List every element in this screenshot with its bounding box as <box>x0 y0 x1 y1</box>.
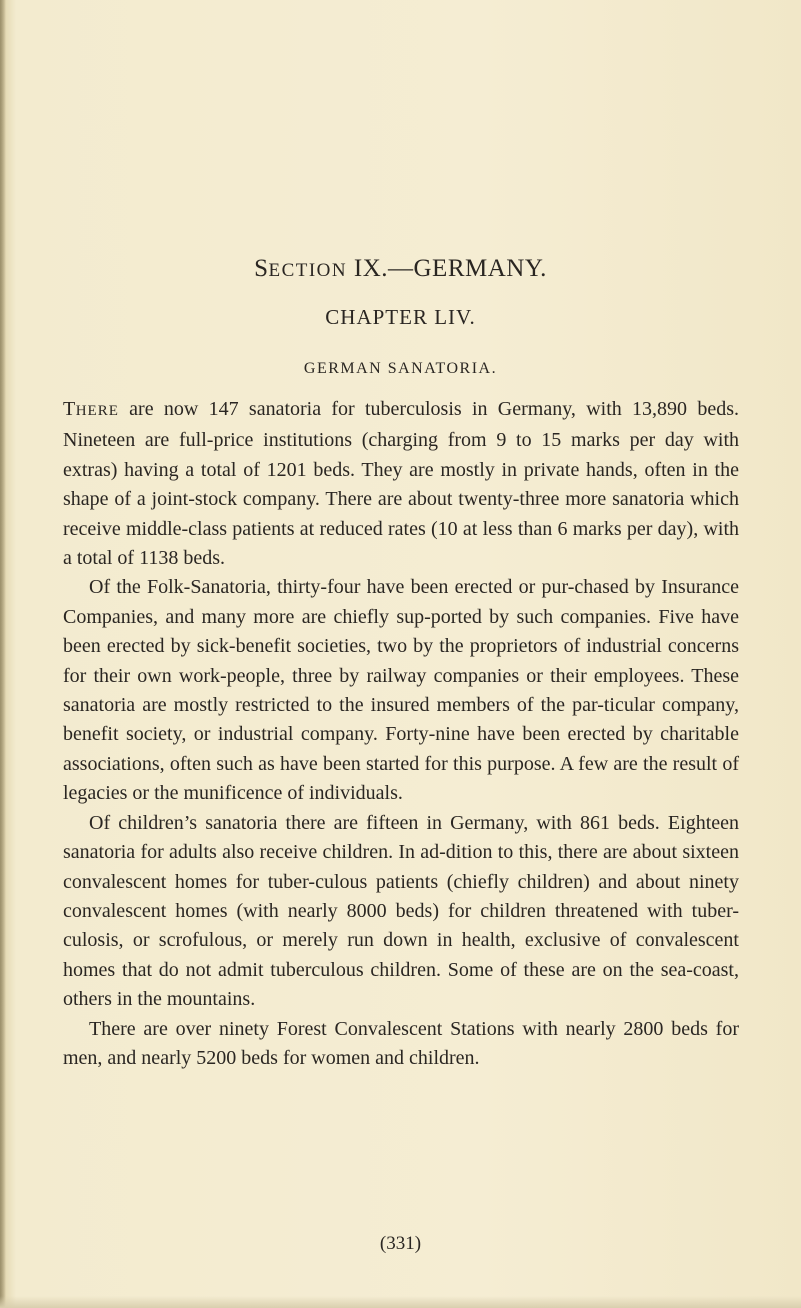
chapter-subtitle: GERMAN SANATORIA. <box>303 360 498 377</box>
page-bottom-edge <box>0 1296 801 1308</box>
body-text <box>63 395 739 1073</box>
section-heading-rest: IX.—GERMANY. <box>347 255 547 282</box>
page-number: (331) <box>379 1233 422 1254</box>
paragraph-3: Of children’s sanatoria there are fifteen in Germany, with 861 beds. Eighteen sanatoria for adults also receive children. In ad-dition to this, there are about sixteen convalescent homes for tuber-culous patients (chiefly children) and about ninety convalescent homes (with nearly 8000 beds) for children threatened with tuber-culosis, or scrofulous, or merely run down in health, exclusive of convalescent homes that do not admit tuberculous children. Some of these are on the sea-coast, others in the mountains. <box>63 811 739 1011</box>
binding-shadow <box>0 0 6 1308</box>
paragraph-1-lead-word <box>63 398 119 420</box>
paragraph-1-text: are now 147 sanatoria for tuberculosis in Germany, with 13,890 beds. Nineteen are full-price institutions (charging from 9 to 15 marks per day with extras) having a total of 1201 beds. They are mostly in private hands, often in the shape of a joint-stock company. There are about twenty-three more sanatoria which receive middle-class patients at reduced rates (10 at less than 6 marks per day), with a total of 1138 beds. <box>63 398 739 570</box>
chapter-heading: CHAPTER LIV. <box>325 305 476 329</box>
section-heading-lead: S <box>254 255 269 282</box>
paragraph-1-lead-cap: T <box>63 398 76 420</box>
paragraph-4: There are over ninety Forest Convalescent Stations with nearly 2800 beds for men, and nearly 5200 beds for women and children. <box>63 1017 739 1069</box>
section-heading-smallcaps: ECTION <box>268 260 348 281</box>
paragraph-1 <box>63 395 739 573</box>
paragraph-2: Of the Folk-Sanatoria, thirty-four have been erected or pur-chased by Insurance Companies, and many more are chiefly sup-ported by such companies. Five have been erected by sick-benefit societies, two by the proprietors of industrial concerns for their own work-people, three by railway companies or their employees. These sanatoria are mostly restricted to the insured members of the par-ticular company, benefit society, or industrial company. Forty-nine have been erected by charitable associations, often such as have been started for this purpose. A few are the result of legacies or the munificence of individuals. <box>63 576 739 805</box>
section-heading <box>0 255 801 283</box>
paragraph-1-lead-rest: HERE <box>75 403 119 419</box>
